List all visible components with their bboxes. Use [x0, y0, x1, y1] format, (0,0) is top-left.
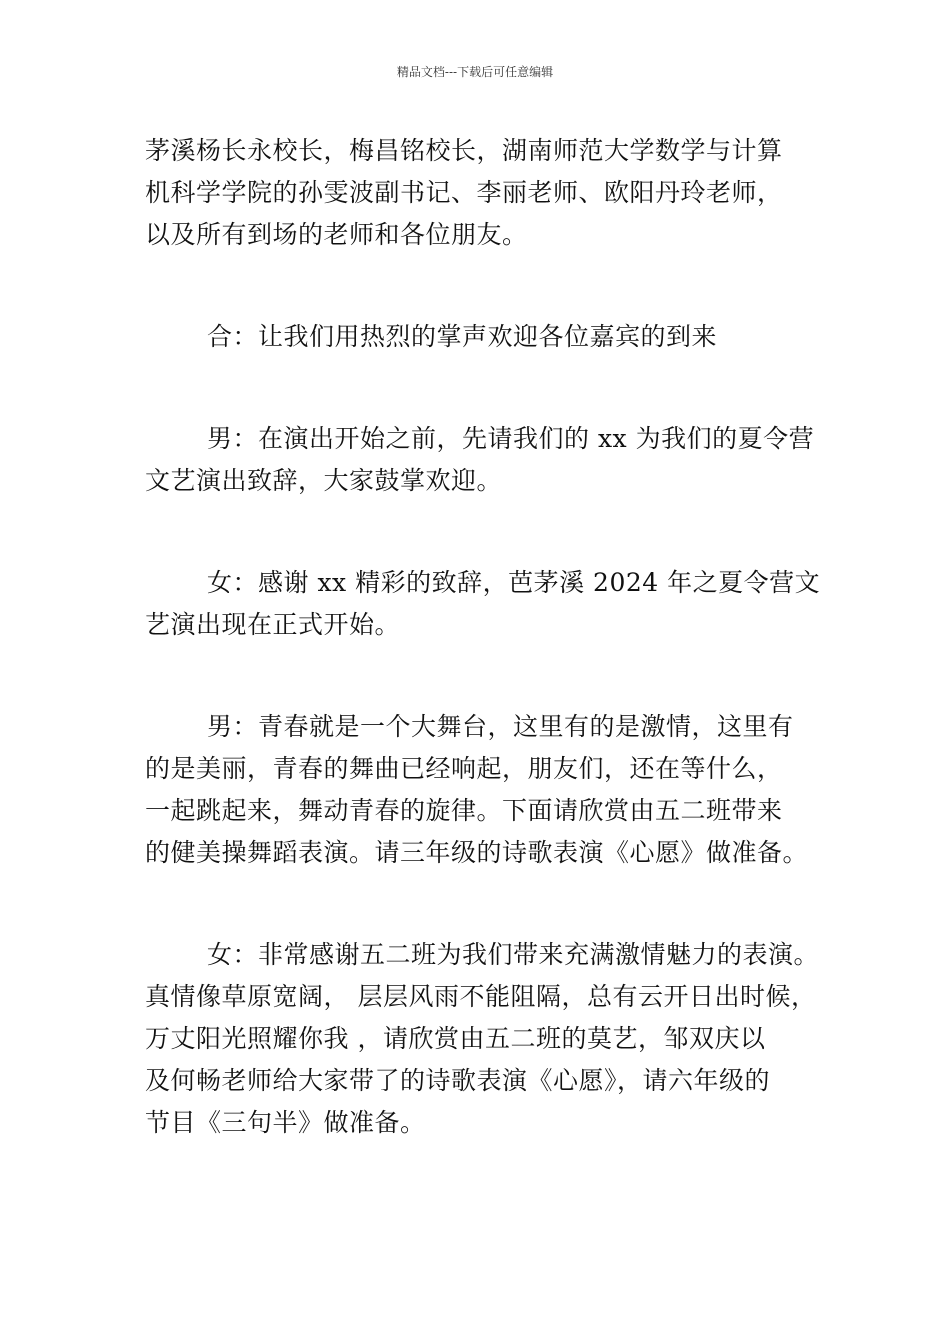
text-line: 的是美丽，青春的舞曲已经响起，朋友们，还在等什么，: [145, 754, 783, 783]
text-line: 茅溪杨长永校长，梅昌铭校长，湖南师范大学数学与计算: [145, 136, 783, 165]
paragraph-welcome: [145, 316, 835, 358]
paragraph-gap: [145, 256, 835, 316]
text-line: 男：青春就是一个大舞台，这里有的是激情，这里有: [207, 712, 794, 741]
paragraph-gap: [145, 646, 835, 706]
text-line: 的健美操舞蹈表演。请三年级的诗歌表演《心愿》做准备。: [145, 838, 809, 867]
text-line: 机科学学院的孙雯波副书记、李丽老师、欧阳丹玲老师，: [145, 178, 783, 207]
paragraph-guests: [145, 130, 835, 256]
text-line: 男：在演出开始之前，先请我们的 xx 为我们的夏令营: [207, 424, 815, 453]
text-line: 真情像草原宽阔， 层层风雨不能阻隔，总有云开日出时候，: [145, 982, 817, 1011]
text-line: 以及所有到场的老师和各位朋友。: [145, 220, 528, 249]
text-line: 一起跳起来，舞动青春的旋律。下面请欣赏由五二班带来: [145, 796, 783, 825]
document-body: [145, 130, 835, 1144]
text-line: 女：非常感谢五二班为我们带来充满激情魅力的表演。: [207, 940, 820, 969]
text-line: 女：感谢 xx 精彩的致辞，芭茅溪 2024 年之夏令营文: [207, 568, 821, 597]
paragraph-poem-intro: [145, 934, 835, 1144]
text-line: 万丈阳光照耀你我 ，请欣赏由五二班的莫艺，邹双庆以: [145, 1024, 766, 1053]
text-line: 合：让我们用热烈的掌声欢迎各位嘉宾的到来: [207, 322, 718, 351]
text-line: 艺演出现在正式开始。: [145, 610, 401, 639]
text-line: 节目《三句半》做准备。: [145, 1108, 426, 1137]
text-line: 及何畅老师给大家带了的诗歌表演《心愿》，请六年级的: [145, 1066, 771, 1095]
paragraph-gap: [145, 358, 835, 418]
paragraph-dance-intro: [145, 706, 835, 874]
paragraph-speech-intro: [145, 418, 835, 502]
text-line: 文艺演出致辞，大家鼓掌欢迎。: [145, 466, 503, 495]
paragraph-gap: [145, 874, 835, 934]
paragraph-gap: [145, 502, 835, 562]
paragraph-opening: [145, 562, 835, 646]
page-header: 精品文档---下载后可任意编辑: [396, 65, 554, 79]
